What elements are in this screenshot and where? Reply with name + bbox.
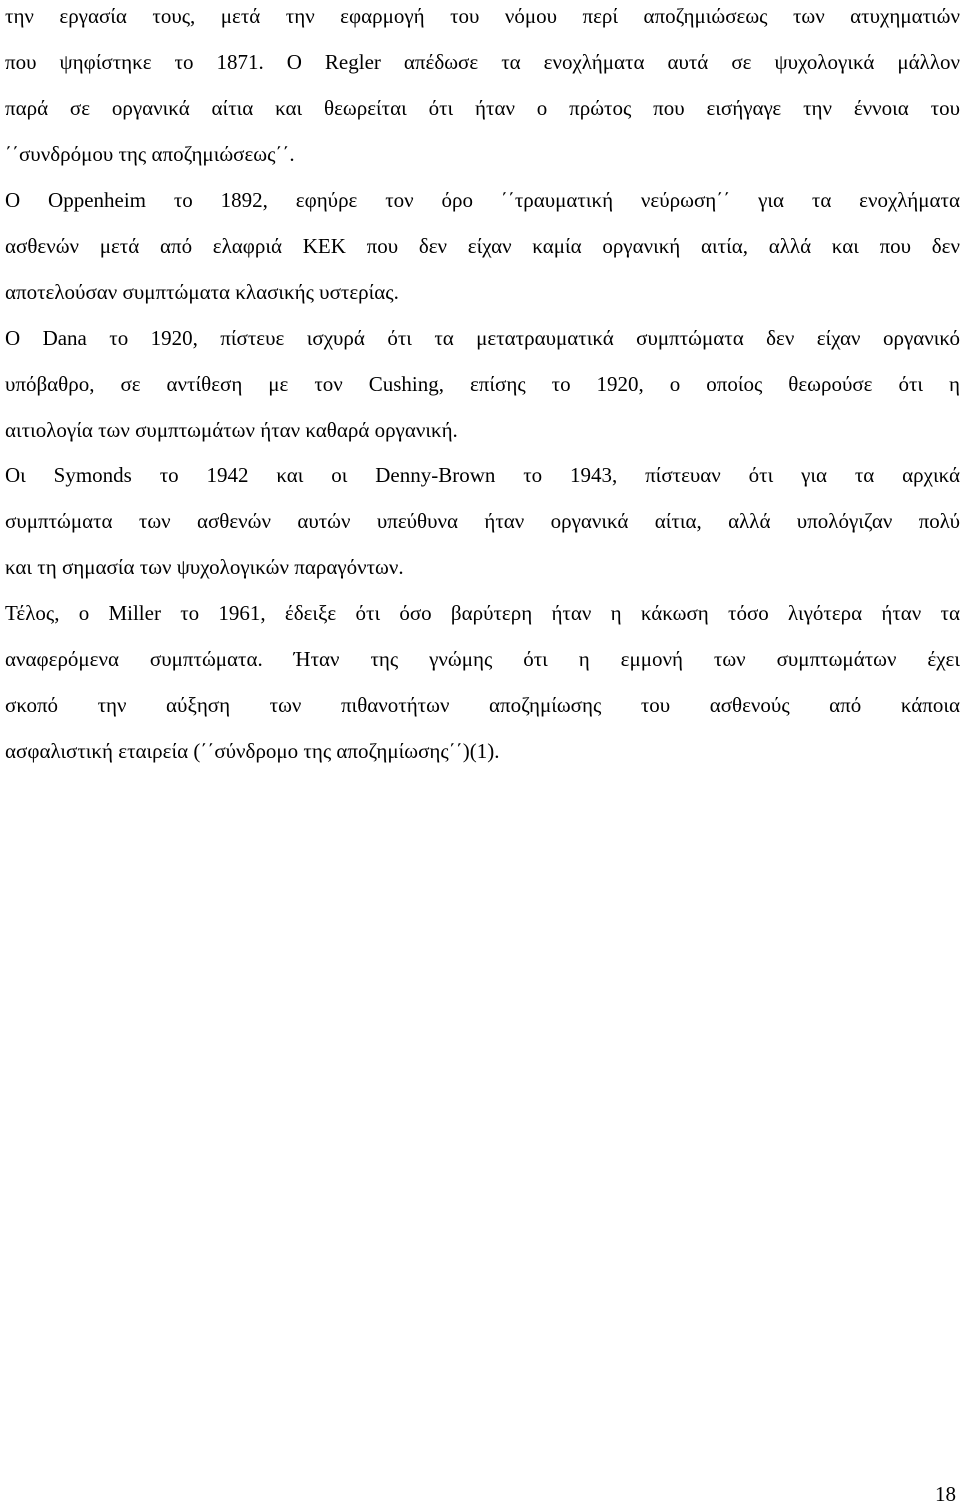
text-line: Ο Oppenheim το 1892, εφηύρε τον όρο ΄΄τραυματική νεύρωση΄΄ για τα ενοχλήματα <box>5 188 960 212</box>
text-line: αιτιολογία των συμπτωμάτων ήταν καθαρά οργανική. <box>5 418 458 442</box>
text-line: αναφερόμενα συμπτώματα. Ήταν της γνώμης ότι η εμμονή των συμπτωμάτων έχει <box>5 647 960 671</box>
text-line: που ψηφίστηκε το 1871. Ο Regler απέδωσε τα ενοχλήματα αυτά σε ψυχολογικά μάλλον <box>5 50 960 74</box>
text-line: ΄΄συνδρόμου της αποζημιώσεως΄΄. <box>5 142 295 166</box>
text-line: Οι Symonds το 1942 και οι Denny-Brown το 1943, πίστευαν ότι για τα αρχικά <box>5 463 960 487</box>
text-line: παρά σε οργανικά αίτια και θεωρείται ότι ήταν ο πρώτος που εισήγαγε την έννοια του <box>5 96 960 120</box>
text-line: Τέλος, ο Miller το 1961, έδειξε ότι όσο βαρύτερη ήταν η κάκωση τόσο λιγότερα ήταν τα <box>5 601 960 625</box>
text-line: ασφαλιστική εταιρεία (΄΄σύνδρομο της αποζημίωσης΄΄)(1). <box>5 739 500 763</box>
text-line: αποτελούσαν συμπτώματα κλασικής υστερίας. <box>5 280 399 304</box>
text-line: υπόβαθρο, σε αντίθεση με τον Cushing, επίσης το 1920, ο οποίος θεωρούσε ότι η <box>5 372 960 396</box>
text-line: και τη σημασία των ψυχολογικών παραγόντων. <box>5 555 404 579</box>
text-line: ασθενών μετά από ελαφριά ΚΕΚ που δεν είχαν καμία οργανική αιτία, αλλά και που δεν <box>5 234 960 258</box>
page-number: 18 <box>935 1482 956 1506</box>
text-line: Ο Dana το 1920, πίστευε ισχυρά ότι τα μετατραυματικά συμπτώματα δεν είχαν οργανικό <box>5 326 960 350</box>
text-line: την εργασία τους, μετά την εφαρμογή του νόμου περί αποζημιώσεως των ατυχηματιών <box>5 4 960 28</box>
text-line: συμπτώματα των ασθενών αυτών υπεύθυνα ήταν οργανικά αίτια, αλλά υπολόγιζαν πολύ <box>5 509 960 533</box>
text-line: σκοπό την αύξηση των πιθανοτήτων αποζημίωσης του ασθενούς από κάποια <box>5 693 960 717</box>
